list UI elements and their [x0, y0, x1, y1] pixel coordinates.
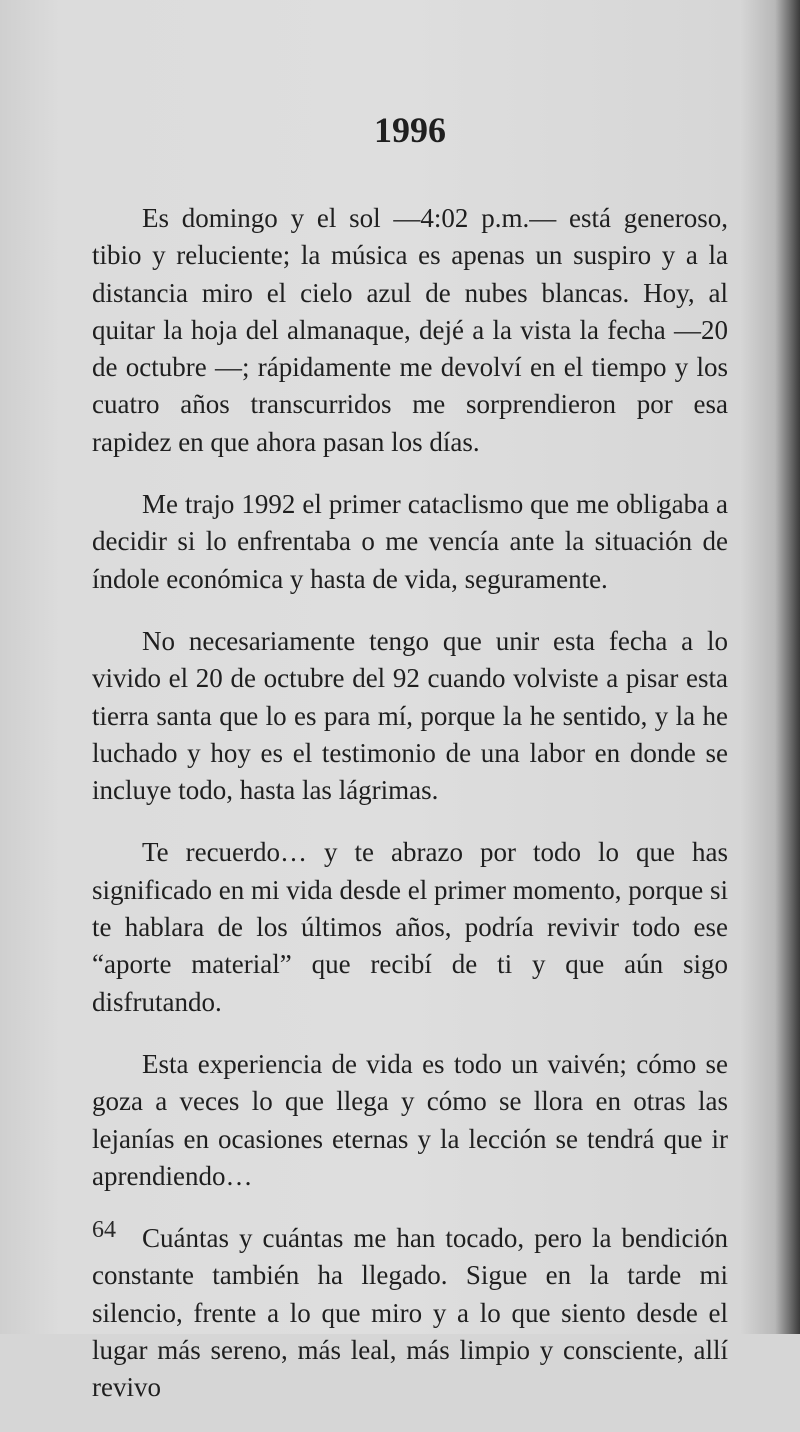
paragraph: Es domingo y el sol —4:02 p.m.— está generoso, tibio y reluciente; la música es apenas un suspiro y a la distancia miro el cielo azul de nubes blancas. Hoy, al quitar la hoja del almanaque, dejé a la vista la fecha —20 de octubre —; rápidamente me devolví en el tiempo y los cuatro años transcurridos me sorprendieron por esa rapidez en que ahora pasan los días.	[92, 203, 728, 457]
paragraph: Te recuerdo… y te abrazo por todo lo que has significado en mi vida desde el primer momento, porque si te hablara de los últimos años, podría revivir todo ese “aporte material” que recibí de ti y que aún sigo disfrutando.	[92, 837, 728, 1017]
paragraph: Cuántas y cuántas me han tocado, pero la bendición constante también ha llegado. Sigue en la tarde mi silencio, frente a lo que miro y a lo que siento desde el lugar más sereno, más leal, más limpio y consciente, allí revivo	[92, 1223, 728, 1403]
paragraph: Esta experiencia de vida es todo un vaivén; cómo se goza a veces lo que llega y cómo se llora en otras las lejanías en ocasiones eternas y la lección se tendrá que ir aprendiendo…	[92, 1048, 728, 1191]
paragraph: No necesariamente tengo que unir esta fecha a lo vivido el 20 de octubre del 92 cuando volviste a pisar esta tierra santa que lo es para mí, porque la he sentido, y la he luchado y hoy es el testimonio de una labor en donde se incluye todo, hasta las lágrimas.	[92, 625, 728, 806]
chapter-title: 1996	[374, 110, 446, 150]
page-number: 64	[92, 1217, 116, 1243]
paragraph: Me trajo 1992 el primer cataclismo que me obligaba a decidir si lo enfrentaba o me vencía ante la situación de índole económica y hasta de vida, seguramente.	[92, 489, 728, 594]
body-text	[92, 200, 728, 1432]
